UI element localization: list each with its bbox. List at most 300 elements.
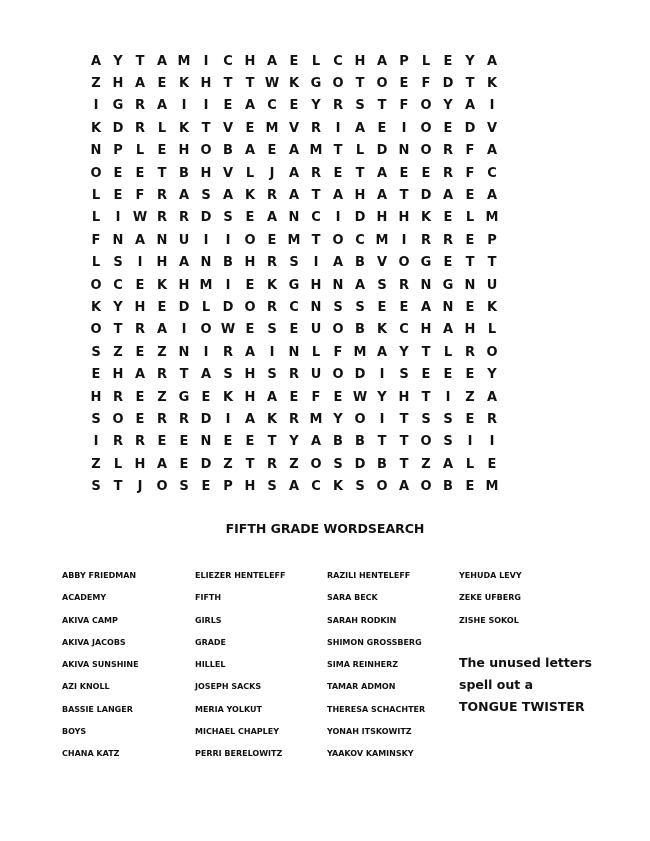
grid-letter: E — [399, 299, 409, 315]
grid-letter: O — [156, 479, 168, 495]
grid-letter: L — [245, 165, 255, 181]
grid-row — [85, 117, 525, 139]
grid-letter: V — [288, 120, 300, 136]
grid-letter: R — [442, 232, 453, 248]
grid-letter: F — [311, 389, 321, 405]
word-list-item: SARAH RODKIN — [327, 615, 397, 625]
grid-letter: L — [91, 210, 101, 226]
grid-letter: T — [311, 232, 321, 248]
grid-letter: R — [222, 344, 233, 360]
grid-letter: H — [134, 456, 146, 472]
grid-letter: T — [487, 255, 497, 271]
grid-letter: O — [112, 411, 124, 427]
grid-letter: L — [465, 210, 475, 226]
grid-letter: B — [355, 255, 365, 271]
grid-letter: F — [421, 76, 431, 92]
grid-letter: Z — [113, 344, 123, 360]
grid-letter: U — [178, 232, 190, 248]
word-list-item: AKIVA SUNSHINE — [62, 660, 139, 670]
grid-letter: M — [485, 479, 499, 495]
grid-letter: G — [442, 277, 454, 293]
grid-letter: N — [156, 232, 168, 248]
grid-letter: A — [134, 367, 146, 383]
grid-letter: E — [245, 277, 255, 293]
grid-letter: I — [225, 411, 231, 427]
grid-letter: Y — [333, 411, 343, 427]
grid-letter: L — [311, 344, 321, 360]
grid-letter: L — [91, 255, 101, 271]
grid-letter: K — [222, 389, 234, 405]
grid-letter: Y — [289, 434, 299, 450]
grid-letter: S — [333, 456, 343, 472]
grid-letter: P — [399, 53, 409, 69]
grid-letter: H — [112, 76, 124, 92]
grid-letter: R — [134, 322, 145, 338]
grid-letter: Z — [157, 389, 167, 405]
grid-letter: D — [200, 210, 212, 226]
grid-letter: S — [421, 411, 431, 427]
word-list-item: GRADE — [195, 637, 227, 647]
grid-letter: F — [91, 232, 101, 248]
word-list-item: MICHAEL CHAPLEY — [195, 727, 280, 737]
grid-letter: O — [332, 232, 344, 248]
grid-letter: I — [269, 344, 275, 360]
grid-letter: G — [288, 277, 300, 293]
grid-letter: T — [113, 322, 123, 338]
grid-letter: R — [288, 367, 299, 383]
grid-letter: O — [244, 299, 256, 315]
grid-letter: D — [222, 299, 234, 315]
grid-letter: D — [442, 76, 454, 92]
word-list-column-1 — [62, 570, 202, 771]
grid-letter: H — [244, 255, 256, 271]
note-line-2: spell out a — [459, 677, 534, 692]
grid-letter: R — [420, 232, 431, 248]
grid-letter: E — [157, 299, 167, 315]
grid-letter: R — [288, 411, 299, 427]
grid-letter: H — [178, 143, 190, 159]
grid-letter: E — [465, 188, 475, 204]
grid-letter: L — [201, 299, 211, 315]
grid-row — [85, 162, 525, 184]
grid-letter: T — [399, 411, 409, 427]
grid-row — [85, 274, 525, 296]
grid-letter: Z — [421, 456, 431, 472]
note-line-1: The unused letters — [459, 655, 592, 670]
grid-row — [85, 408, 525, 430]
grid-letter: T — [245, 76, 255, 92]
word-list-item: YEHUDA LEVY — [459, 571, 522, 580]
grid-letter: S — [201, 188, 211, 204]
grid-letter: A — [222, 188, 234, 204]
grid-letter: O — [244, 232, 256, 248]
grid-row — [85, 363, 525, 385]
grid-letter: W — [264, 76, 280, 92]
grid-letter: E — [333, 165, 343, 181]
grid-letter: O — [420, 120, 432, 136]
grid-letter: I — [467, 434, 473, 450]
grid-letter: S — [267, 367, 277, 383]
grid-letter: E — [443, 367, 453, 383]
grid-letter: C — [355, 232, 365, 248]
word-list-item: SIMA REINHERZ — [327, 660, 399, 670]
grid-letter: A — [376, 344, 388, 360]
grid-letter: F — [399, 98, 409, 114]
grid-letter: I — [489, 98, 495, 114]
grid-letter: A — [156, 53, 168, 69]
grid-letter: I — [93, 98, 99, 114]
grid-letter: Z — [157, 344, 167, 360]
grid-letter: T — [377, 98, 387, 114]
grid-letter: R — [134, 434, 145, 450]
grid-letter: F — [333, 344, 343, 360]
word-list-item: TAMAR ADMON — [327, 682, 396, 692]
grid-letter: M — [485, 210, 499, 226]
grid-letter: A — [288, 479, 300, 495]
grid-row — [85, 475, 525, 497]
grid-row — [85, 296, 525, 318]
grid-letter: C — [311, 479, 321, 495]
grid-letter: L — [355, 143, 365, 159]
grid-letter: T — [157, 165, 167, 181]
grid-letter: B — [333, 434, 343, 450]
grid-letter: U — [310, 322, 322, 338]
grid-letter: E — [245, 322, 255, 338]
grid-letter: C — [267, 98, 277, 114]
grid-letter: S — [443, 411, 453, 427]
grid-letter: U — [310, 367, 322, 383]
grid-letter: E — [179, 434, 189, 450]
grid-letter: M — [265, 120, 279, 136]
grid-letter: T — [223, 76, 233, 92]
grid-row — [85, 386, 525, 408]
word-list-item: AKIVA CAMP — [62, 615, 118, 625]
grid-letter: A — [288, 143, 300, 159]
word-list-column-2 — [195, 570, 335, 771]
grid-letter: I — [181, 98, 187, 114]
grid-letter: N — [200, 255, 212, 271]
word-list-item: YAAKOV KAMINSKY — [327, 749, 414, 759]
word-list-column-3 — [327, 570, 467, 771]
grid-letter: T — [399, 434, 409, 450]
word-list-item: HILLEL — [195, 660, 226, 670]
puzzle-title: FIFTH GRADE WORDSEARCH — [225, 521, 425, 536]
grid-letter: K — [90, 299, 102, 315]
grid-letter: H — [420, 322, 432, 338]
grid-row — [85, 341, 525, 363]
grid-letter: N — [178, 344, 190, 360]
grid-letter: T — [399, 456, 409, 472]
grid-letter: L — [311, 53, 321, 69]
grid-letter: K — [420, 210, 432, 226]
grid-row — [85, 140, 525, 162]
grid-letter: H — [134, 299, 146, 315]
grid-letter: A — [442, 322, 454, 338]
grid-letter: S — [91, 479, 101, 495]
grid-letter: E — [377, 299, 387, 315]
grid-letter: H — [398, 210, 410, 226]
grid-letter: E — [135, 165, 145, 181]
grid-letter: R — [486, 411, 497, 427]
grid-letter: E — [465, 299, 475, 315]
grid-letter: A — [354, 120, 366, 136]
grid-letter: A — [376, 53, 388, 69]
grid-letter: C — [223, 53, 233, 69]
grid-letter: H — [200, 76, 212, 92]
grid-letter: R — [398, 277, 409, 293]
grid-letter: E — [443, 255, 453, 271]
grid-letter: A — [332, 188, 344, 204]
grid-letter: L — [135, 143, 145, 159]
grid-letter: A — [178, 188, 190, 204]
word-list-item: BASSIE LANGER — [62, 704, 133, 714]
grid-letter: E — [91, 367, 101, 383]
grid-letter: O — [90, 277, 102, 293]
grid-letter: Z — [289, 456, 299, 472]
grid-letter: O — [354, 411, 366, 427]
grid-letter: S — [355, 98, 365, 114]
grid-letter: E — [201, 479, 211, 495]
grid-letter: R — [156, 188, 167, 204]
grid-letter: S — [443, 434, 453, 450]
grid-letter: A — [244, 344, 256, 360]
grid-letter: A — [134, 232, 146, 248]
grid-letter: E — [135, 344, 145, 360]
grid-letter: O — [200, 322, 212, 338]
grid-letter: K — [244, 188, 256, 204]
grid-letter: E — [267, 143, 277, 159]
grid-letter: H — [354, 188, 366, 204]
grid-letter: B — [355, 434, 365, 450]
grid-letter: R — [112, 389, 123, 405]
grid-letter: I — [489, 434, 495, 450]
grid-letter: B — [377, 456, 387, 472]
grid-letter: E — [333, 389, 343, 405]
grid-letter: Y — [443, 98, 453, 114]
grid-letter: S — [179, 479, 189, 495]
grid-letter: A — [156, 98, 168, 114]
grid-letter: E — [443, 120, 453, 136]
word-list-item: YONAH ITSKOWITZ — [327, 727, 412, 737]
grid-letter: R — [156, 367, 167, 383]
word-list-item: SARA BECK — [327, 593, 378, 603]
grid-letter: E — [135, 389, 145, 405]
grid-letter: O — [376, 76, 388, 92]
grid-letter: S — [289, 255, 299, 271]
grid-letter: B — [223, 143, 233, 159]
grid-letter: K — [178, 120, 190, 136]
grid-letter: V — [222, 165, 234, 181]
word-list-item: GIRLS — [195, 615, 222, 625]
grid-letter: F — [465, 143, 475, 159]
grid-letter: E — [421, 165, 431, 181]
grid-letter: D — [200, 411, 212, 427]
letter-grid — [85, 50, 525, 498]
grid-letter: E — [399, 76, 409, 92]
grid-letter: A — [266, 210, 278, 226]
grid-letter: D — [200, 456, 212, 472]
grid-letter: V — [222, 120, 234, 136]
grid-letter: O — [420, 434, 432, 450]
word-list-item: FIFTH — [195, 593, 222, 603]
grid-letter: O — [90, 322, 102, 338]
grid-letter: Y — [377, 389, 387, 405]
grid-letter: K — [486, 299, 498, 315]
grid-letter: I — [181, 322, 187, 338]
grid-letter: D — [354, 456, 366, 472]
word-list-item: ACADEMY — [62, 593, 107, 603]
grid-letter: L — [421, 53, 431, 69]
grid-letter: E — [421, 367, 431, 383]
grid-letter: T — [377, 434, 387, 450]
grid-letter: Y — [465, 53, 475, 69]
word-list-item: ZEKE UFBERG — [459, 593, 521, 603]
grid-letter: E — [135, 277, 145, 293]
grid-letter: V — [376, 255, 388, 271]
grid-letter: E — [245, 210, 255, 226]
grid-letter: L — [465, 456, 475, 472]
grid-letter: I — [203, 53, 209, 69]
grid-letter: R — [442, 165, 453, 181]
grid-letter: I — [379, 411, 385, 427]
grid-row — [85, 431, 525, 453]
grid-letter: A — [486, 389, 498, 405]
grid-letter: B — [223, 255, 233, 271]
grid-letter: D — [376, 143, 388, 159]
grid-letter: A — [244, 143, 256, 159]
grid-letter: S — [91, 344, 101, 360]
grid-letter: T — [421, 389, 431, 405]
grid-letter: T — [267, 434, 277, 450]
grid-letter: O — [332, 322, 344, 338]
grid-letter: C — [333, 53, 343, 69]
grid-row — [85, 95, 525, 117]
grid-letter: E — [289, 389, 299, 405]
grid-letter: O — [310, 456, 322, 472]
grid-letter: N — [332, 277, 344, 293]
grid-letter: H — [200, 165, 212, 181]
grid-letter: T — [245, 456, 255, 472]
grid-letter: K — [90, 120, 102, 136]
grid-letter: P — [487, 232, 497, 248]
grid-letter: O — [200, 143, 212, 159]
grid-letter: A — [376, 188, 388, 204]
grid-letter: H — [244, 389, 256, 405]
grid-letter: Y — [311, 98, 321, 114]
grid-letter: E — [201, 389, 211, 405]
grid-letter: O — [420, 98, 432, 114]
grid-letter: N — [288, 210, 300, 226]
grid-letter: A — [200, 367, 212, 383]
grid-letter: H — [310, 277, 322, 293]
grid-letter: M — [309, 411, 323, 427]
grid-letter: N — [442, 299, 454, 315]
grid-letter: E — [113, 165, 123, 181]
grid-letter: K — [376, 322, 388, 338]
grid-letter: R — [266, 188, 277, 204]
grid-letter: W — [352, 389, 368, 405]
grid-row — [85, 184, 525, 206]
grid-letter: R — [442, 143, 453, 159]
grid-letter: A — [266, 389, 278, 405]
grid-letter: N — [398, 143, 410, 159]
grid-letter: R — [156, 411, 167, 427]
grid-letter: A — [244, 98, 256, 114]
grid-letter: O — [486, 344, 498, 360]
grid-letter: Z — [91, 456, 101, 472]
word-list-item: ZISHE SOKOL — [459, 615, 519, 625]
grid-letter: T — [421, 344, 431, 360]
grid-letter: A — [354, 277, 366, 293]
grid-letter: Y — [113, 299, 123, 315]
word-list-item: THERESA SCHACHTER — [327, 704, 426, 714]
grid-letter: A — [332, 255, 344, 271]
grid-letter: G — [112, 98, 124, 114]
grid-letter: M — [287, 232, 301, 248]
word-list-item: AZI KNOLL — [62, 682, 110, 692]
grid-letter: D — [112, 120, 124, 136]
grid-letter: H — [244, 479, 256, 495]
grid-letter: F — [465, 165, 475, 181]
grid-letter: K — [486, 76, 498, 92]
grid-letter: I — [335, 120, 341, 136]
grid-letter: S — [267, 479, 277, 495]
grid-letter: S — [91, 411, 101, 427]
grid-letter: S — [333, 299, 343, 315]
grid-letter: R — [112, 434, 123, 450]
grid-letter: T — [311, 188, 321, 204]
grid-letter: M — [375, 232, 389, 248]
grid-letter: S — [267, 322, 277, 338]
grid-letter: E — [223, 98, 233, 114]
grid-letter: E — [465, 479, 475, 495]
grid-letter: A — [90, 53, 102, 69]
grid-letter: H — [90, 389, 102, 405]
grid-letter: C — [113, 277, 123, 293]
grid-letter: I — [93, 434, 99, 450]
grid-letter: Y — [113, 53, 123, 69]
grid-letter: L — [443, 344, 453, 360]
grid-letter: E — [267, 232, 277, 248]
grid-letter: Z — [465, 389, 475, 405]
grid-letter: R — [266, 255, 277, 271]
grid-letter: R — [310, 165, 321, 181]
grid-letter: O — [90, 165, 102, 181]
grid-letter: A — [486, 53, 498, 69]
grid-letter: T — [201, 120, 211, 136]
grid-letter: C — [399, 322, 409, 338]
grid-letter: B — [179, 165, 189, 181]
word-list-item: RAZILI HENTELEFF — [327, 571, 411, 580]
grid-letter: A — [288, 165, 300, 181]
grid-letter: S — [223, 367, 233, 383]
grid-letter: U — [486, 277, 498, 293]
grid-letter: I — [115, 210, 121, 226]
grid-letter: H — [376, 210, 388, 226]
grid-row — [85, 453, 525, 475]
grid-row — [85, 229, 525, 251]
grid-letter: M — [309, 143, 323, 159]
grid-letter: H — [178, 277, 190, 293]
grid-letter: E — [465, 411, 475, 427]
grid-letter: R — [134, 120, 145, 136]
grid-letter: Z — [91, 76, 101, 92]
grid-letter: D — [354, 210, 366, 226]
grid-letter: H — [464, 322, 476, 338]
grid-letter: W — [132, 210, 148, 226]
grid-letter: N — [112, 232, 124, 248]
grid-letter: D — [420, 188, 432, 204]
